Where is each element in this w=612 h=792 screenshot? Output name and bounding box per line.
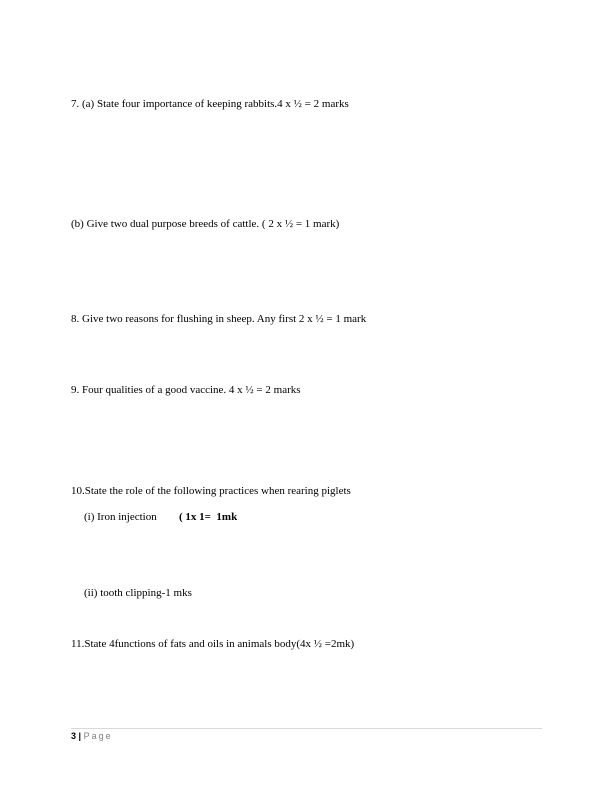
question-10-ii: (ii) tooth clipping-1 mks: [84, 587, 192, 599]
question-11: 11.State 4functions of fats and oils in animals body(4x ½ =2mk): [71, 638, 355, 650]
footer-separator: |: [78, 731, 82, 741]
footer-divider: [71, 728, 542, 729]
question-9: 9. Four qualities of a good vaccine. 4 x ½ = 2 marks: [71, 384, 301, 396]
question-10-i-marks: ( 1x 1= 1mk: [179, 511, 238, 523]
question-7a: 7. (a) State four importance of keeping rabbits.4 x ½ = 2 marks: [71, 98, 349, 110]
question-7b: (b) Give two dual purpose breeds of cattle. ( 2 x ½ = 1 mark): [71, 218, 340, 230]
page-footer: [71, 731, 113, 742]
page-number: 3: [71, 731, 77, 741]
question-10: 10.State the role of the following practices when rearing piglets: [71, 485, 351, 497]
page-label: Page: [83, 731, 113, 741]
question-8: 8. Give two reasons for flushing in sheep. Any first 2 x ½ = 1 mark: [71, 313, 367, 325]
question-10-i-label: (i) Iron injection: [84, 511, 157, 523]
